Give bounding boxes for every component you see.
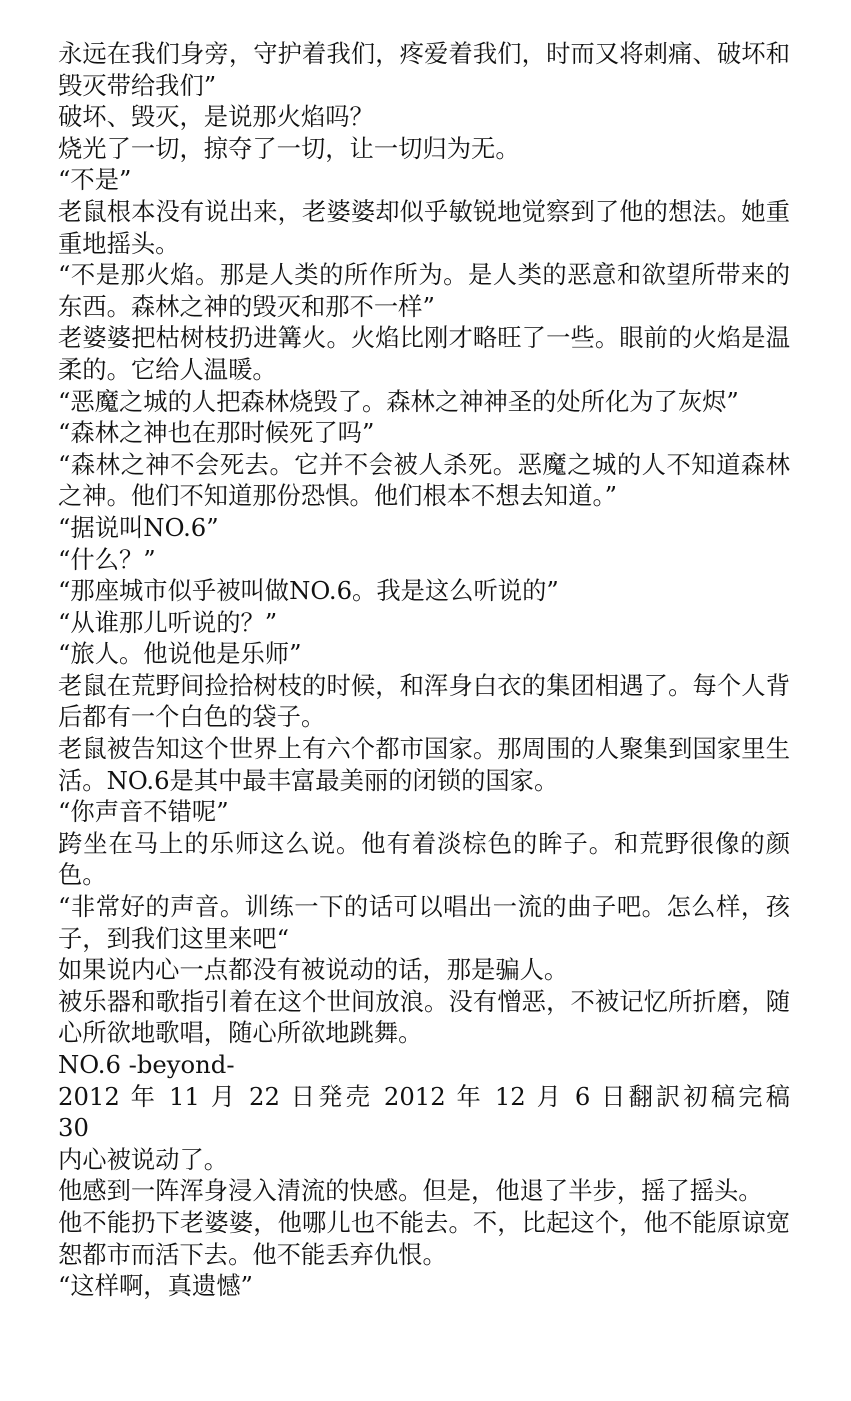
paragraph: “森林之神不会死去。它并不会被人杀死。恶魔之城的人不知道森林之神。他们不知道那份恐惧。他们根本不想去知道。” [58, 449, 790, 511]
running-header-title: NO.6 -beyond- [58, 1050, 235, 1079]
paragraph: 烧光了一切，掠夺了一切，让一切归为无。 [58, 133, 520, 163]
paragraph: “不是” [58, 165, 132, 195]
paragraph: 老鼠根本没有说出来，老婆婆却似乎敏锐地觉察到了他的想法。她重重地摇头。 [58, 196, 790, 258]
paragraph: “据说叫NO.6” [58, 512, 219, 542]
paragraph: “那座城市似乎被叫做NO.6。我是这么听说的” [58, 576, 559, 606]
paragraph: “恶魔之城的人把森林烧毁了。森林之神神圣的处所化为了灰烬” [58, 386, 739, 416]
paragraph: 老鼠在荒野间捡拾树枝的时候，和浑身白衣的集团相遇了。每个人背后都有一个白色的袋子。 [58, 670, 790, 732]
paragraph: 破坏、毁灭，是说那火焰吗？ [58, 102, 374, 132]
paragraph: “你声音不错呢” [58, 797, 229, 827]
paragraph: “森林之神也在那时候死了吗” [58, 418, 375, 448]
paragraph: “不是那火焰。那是人类的所作所为。是人类的恶意和欲望所带来的东西。森林之神的毁灭和那不一样” [58, 260, 790, 321]
page-number: 30 [58, 1113, 89, 1143]
paragraph: 跨坐在马上的乐师这么说。他有着淡棕色的眸子。和荒野很像的颜色。 [58, 828, 790, 890]
paragraph: “非常好的声音。训练一下的话可以唱出一流的曲子吧。怎么样，孩子，到我们这里来吧“ [58, 892, 790, 953]
running-header-dates: 2012 年 11 月 22 日発売 2012 年 12 月 6 日翻訳初稿完稿 [58, 1081, 790, 1111]
document-page [58, 38, 790, 1302]
paragraph: 他不能扔下老婆婆，他哪儿也不能去。不，比起这个，他不能原谅宽恕都市而活下去。他不能丢弃仇恨。 [58, 1207, 790, 1269]
paragraph: 被乐器和歌指引着在这个世间放浪。没有憎恶，不被记忆所折磨，随心所欲地歌唱，随心所欲地跳舞。 [58, 986, 790, 1048]
paragraph: “什么？” [58, 544, 156, 574]
paragraph: 内心被说动了。 [58, 1144, 229, 1174]
paragraph: 如果说内心一点都没有被说动的话，那是骗人。 [58, 955, 569, 985]
paragraph: 老婆婆把枯树枝扔进篝火。火焰比刚才略旺了一些。眼前的火焰是温柔的。它给人温暖。 [58, 323, 790, 384]
paragraph: 老鼠被告知这个世界上有六个都市国家。那周围的人聚集到国家里生活。NO.6是其中最丰富最美丽的闭锁的国家。 [58, 734, 790, 795]
paragraph: “这样啊，真遗憾” [58, 1271, 253, 1301]
paragraph: 永远在我们身旁，守护着我们，疼爱着我们，时而又将刺痛、破坏和毁灭带给我们” [58, 39, 790, 100]
paragraph: “旅人。他说他是乐师” [58, 639, 302, 669]
paragraph: 他感到一阵浑身浸入清流的快感。但是，他退了半步，摇了摇头。 [58, 1176, 763, 1206]
paragraph: “从谁那儿听说的？” [58, 607, 278, 637]
